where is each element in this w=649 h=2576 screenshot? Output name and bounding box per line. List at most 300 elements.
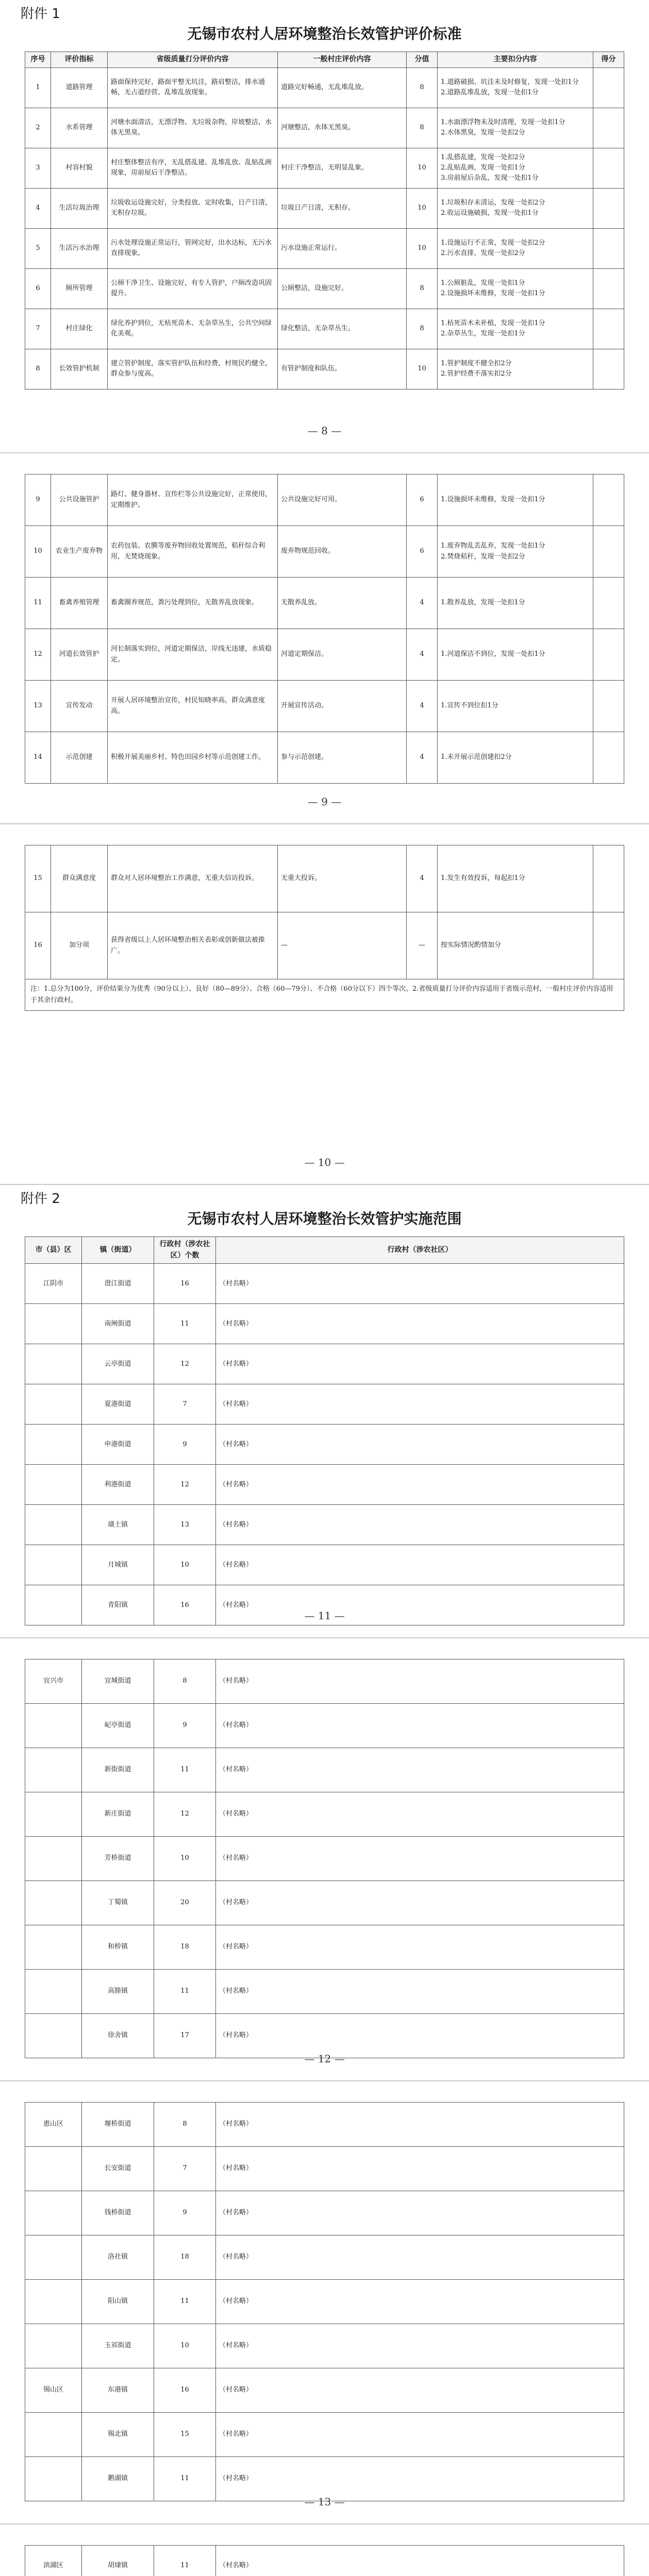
town-name: 锡北镇 (82, 2413, 154, 2457)
deduction-rules: 1.宣传不到位扣1分 (438, 681, 593, 732)
points-earned (593, 732, 624, 784)
village-list: （村名略） (216, 2324, 624, 2368)
indicator-name: 畜禽养殖管理 (51, 578, 108, 629)
village-count: 20 (154, 1881, 216, 1925)
general-criteria: 参与示范创建。 (278, 732, 407, 784)
table-row (25, 1384, 624, 1425)
town-name: 云亭街道 (82, 1344, 154, 1384)
village-count: 10 (154, 1545, 216, 1585)
table-row (25, 1704, 624, 1748)
general-criteria: 无散养乱放。 (278, 578, 407, 629)
village-list: （村名略） (216, 2280, 624, 2324)
village-count: 15 (154, 2413, 216, 2457)
town-name: 堰桥街道 (82, 2103, 154, 2147)
district-name (25, 1970, 82, 2014)
district-name (25, 1344, 82, 1384)
indicator-name: 长效管护机制 (51, 349, 108, 389)
deduction-rules: 1.道路破损、坑洼未及时修复，发现一处扣1分 2.道路乱堆乱放，发现一处扣1分 (438, 67, 593, 108)
village-list: （村名略） (216, 2546, 624, 2576)
table-row (25, 1659, 624, 1704)
table-row (25, 2324, 624, 2368)
indicator-name: 道路管理 (51, 67, 108, 108)
provincial-criteria: 路面保持完好，路面平整无坑洼，路肩整洁，排水通畅，无占道经营、乱堆乱放现象。 (108, 67, 278, 108)
general-criteria: 公厕整洁，设施完好。 (278, 268, 407, 309)
page-number: — 11 — (304, 1609, 345, 1622)
village-list: （村名略） (216, 1881, 624, 1925)
row-number: 6 (25, 268, 51, 309)
district-name (25, 1881, 82, 1925)
header-cell: 省级质量打分评价内容 (108, 52, 278, 68)
document-page-5 (0, 1638, 649, 2081)
table-row (25, 1970, 624, 2014)
row-number: 10 (25, 526, 51, 578)
points-earned (593, 148, 624, 188)
page-title: 无锡市农村人居环境整治长效管护实施范围 (187, 1210, 462, 1227)
score-value: 4 (407, 681, 438, 732)
table-row (25, 526, 624, 578)
row-number: 11 (25, 578, 51, 629)
deduction-rules: 1.河道保洁不到位，发现一处扣1分 (438, 629, 593, 681)
table-row (25, 845, 624, 912)
table-row (25, 2147, 624, 2191)
table-row (25, 1925, 624, 1970)
row-number: 5 (25, 228, 51, 268)
village-list: （村名略） (216, 1304, 624, 1344)
district-name (25, 2457, 82, 2501)
score-value: 10 (407, 188, 438, 228)
deduction-rules: 1.枯死苗木未补植，发现一处扣1分 2.杂草丛生，发现一处扣1分 (438, 309, 593, 349)
village-count: 12 (154, 1465, 216, 1505)
document-page-2 (0, 453, 649, 824)
village-list: （村名略） (216, 1425, 624, 1465)
attachment-label: 附件 1 (21, 6, 60, 22)
score-value: 8 (407, 268, 438, 309)
town-name: 新庄街道 (82, 1792, 154, 1837)
village-count: 16 (154, 1264, 216, 1304)
general-criteria: 垃圾日产日清，无积存。 (278, 188, 407, 228)
table-row (25, 1465, 624, 1505)
district-name (25, 1505, 82, 1545)
village-count: 12 (154, 1344, 216, 1384)
village-list: （村名略） (216, 1585, 624, 1625)
deduction-rules: 1.未开展示范创建扣2分 (438, 732, 593, 784)
provincial-criteria: 河塘水面清洁，无漂浮物、无垃圾杂物，岸坡整洁，水体无黑臭。 (108, 108, 278, 148)
provincial-criteria: 污水处理设施正常运行，管网完好，出水达标，无污水直排现象。 (108, 228, 278, 268)
provincial-criteria: 村庄整体整洁有序，无乱搭乱建、乱堆乱放、乱贴乱画现象，房前屋后干净整洁。 (108, 148, 278, 188)
table-body (25, 1264, 624, 1625)
header-cell: 镇（街道） (82, 1237, 154, 1264)
header-cell: 行政村（涉农社区） (216, 1237, 624, 1264)
town-name: 鹅湖镇 (82, 2457, 154, 2501)
indicator-name: 示范创建 (51, 732, 108, 784)
table-row (25, 188, 624, 228)
indicator-name: 河道长效管护 (51, 629, 108, 681)
score-value: 6 (407, 526, 438, 578)
header-cell: 行政村（涉农社区）个数 (154, 1237, 216, 1264)
table-header-row (25, 52, 624, 68)
village-count: 9 (154, 1704, 216, 1748)
village-list: （村名略） (216, 2235, 624, 2280)
provincial-criteria: 垃圾收运设施完好，分类投放、定时收集，日产日清，无积存垃圾。 (108, 188, 278, 228)
score-value: 10 (407, 148, 438, 188)
points-earned (593, 228, 624, 268)
table-row (25, 474, 624, 526)
points-earned (593, 188, 624, 228)
village-count: 9 (154, 2191, 216, 2235)
district-name (25, 1748, 82, 1792)
town-name: 丁蜀镇 (82, 1881, 154, 1925)
table-row (25, 2368, 624, 2413)
district-name: 宜兴市 (25, 1659, 82, 1704)
scope-table-continued (25, 2545, 624, 2576)
table-row (25, 1881, 624, 1925)
table-row (25, 309, 624, 349)
village-list: （村名略） (216, 1545, 624, 1585)
indicator-name: 村庄绿化 (51, 309, 108, 349)
indicator-name: 村容村貌 (51, 148, 108, 188)
village-count: 17 (154, 2014, 216, 2058)
village-list: （村名略） (216, 2413, 624, 2457)
village-list: （村名略） (216, 2191, 624, 2235)
scope-table-continued (25, 2102, 624, 2501)
scope-table-continued (25, 1659, 624, 2058)
indicator-name: 公共设施管护 (51, 474, 108, 526)
town-name: 澄江街道 (82, 1264, 154, 1304)
general-criteria: 村庄干净整洁，无明显乱象。 (278, 148, 407, 188)
district-name (25, 2324, 82, 2368)
town-name: 利港街道 (82, 1465, 154, 1505)
town-name: 钱桥街道 (82, 2191, 154, 2235)
table-row (25, 1344, 624, 1384)
village-count: 7 (154, 2147, 216, 2191)
table-row (25, 681, 624, 732)
village-count: 11 (154, 1970, 216, 2014)
provincial-criteria: 积极开展美丽乡村、特色田园乡村等示范创建工作。 (108, 732, 278, 784)
indicator-name: 群众满意度 (51, 845, 108, 912)
general-criteria: 污水设施正常运行。 (278, 228, 407, 268)
village-count: 8 (154, 2103, 216, 2147)
town-name: 南闸街道 (82, 1304, 154, 1344)
indicator-name: 宣传发动 (51, 681, 108, 732)
town-name: 和桥镇 (82, 1925, 154, 1970)
score-value: 8 (407, 108, 438, 148)
points-earned (593, 912, 624, 979)
district-name (25, 1425, 82, 1465)
row-number: 16 (25, 912, 51, 979)
town-name: 夏港街道 (82, 1384, 154, 1425)
district-name (25, 1545, 82, 1585)
score-value: 4 (407, 578, 438, 629)
village-count: 12 (154, 1792, 216, 1837)
evaluation-table (25, 52, 624, 389)
district-name (25, 1304, 82, 1344)
village-list: （村名略） (216, 2014, 624, 2058)
points-earned (593, 268, 624, 309)
points-earned (593, 629, 624, 681)
general-criteria: 无重大投诉。 (278, 845, 407, 912)
page-number: — 12 — (304, 2053, 345, 2065)
document-page-4 (0, 1185, 649, 1638)
table-row (25, 2191, 624, 2235)
general-criteria: 有管护制度和队伍。 (278, 349, 407, 389)
points-earned (593, 67, 624, 108)
village-list: （村名略） (216, 2103, 624, 2147)
district-name: 江阴市 (25, 1264, 82, 1304)
table-row (25, 2014, 624, 2058)
header-cell: 分值 (407, 52, 438, 68)
village-count: 16 (154, 2368, 216, 2413)
district-name: 滨湖区 (25, 2546, 82, 2576)
indicator-name: 生活垃圾治理 (51, 188, 108, 228)
points-earned (593, 845, 624, 912)
table-row (25, 732, 624, 784)
district-name (25, 1925, 82, 1970)
village-count: 18 (154, 1925, 216, 1970)
town-name: 芳桥街道 (82, 1837, 154, 1881)
header-cell: 得分 (593, 52, 624, 68)
table-row (25, 1425, 624, 1465)
table-row (25, 2235, 624, 2280)
town-name: 徐舍镇 (82, 2014, 154, 2058)
town-name: 新街街道 (82, 1748, 154, 1792)
provincial-criteria: 河长制落实到位，河道定期保洁，岸线无违建，水质稳定。 (108, 629, 278, 681)
town-name: 东港镇 (82, 2368, 154, 2413)
table-note-row (25, 979, 624, 1011)
town-name: 宜城街道 (82, 1659, 154, 1704)
district-name: 锡山区 (25, 2368, 82, 2413)
general-criteria: 河道定期保洁。 (278, 629, 407, 681)
table-row (25, 1837, 624, 1881)
town-name: 月城镇 (82, 1545, 154, 1585)
table-header-row (25, 1237, 624, 1264)
provincial-criteria: 获得省级以上人居环境整治相关表彰或创新做法被推广。 (108, 912, 278, 979)
document-page-3 (0, 824, 649, 1185)
header-cell: 评价指标 (51, 52, 108, 68)
table-body (25, 2103, 624, 2501)
row-number: 4 (25, 188, 51, 228)
town-name: 洛社镇 (82, 2235, 154, 2280)
page-number: — 9 — (307, 795, 342, 808)
town-name: 屺亭街道 (82, 1704, 154, 1748)
header-cell: 市（县）区 (25, 1237, 82, 1264)
attachment-label: 附件 2 (21, 1191, 60, 1207)
town-name: 玉祁街道 (82, 2324, 154, 2368)
page-number: — 13 — (304, 2496, 345, 2508)
village-list: （村名略） (216, 1384, 624, 1425)
village-list: （村名略） (216, 1837, 624, 1881)
village-count: 9 (154, 1425, 216, 1465)
district-name (25, 1384, 82, 1425)
deduction-rules: 1.乱搭乱建，发现一处扣2分 2.乱贴乱画，发现一处扣1分 3.房前屋后杂乱，发现一处扣1分 (438, 148, 593, 188)
village-count: 11 (154, 2457, 216, 2501)
general-criteria: 公共设施完好可用。 (278, 474, 407, 526)
points-earned (593, 309, 624, 349)
header-cell: 主要扣分内容 (438, 52, 593, 68)
table-row (25, 108, 624, 148)
score-value: 8 (407, 67, 438, 108)
indicator-name: 农业生产废弃物 (51, 526, 108, 578)
village-list: （村名略） (216, 1264, 624, 1304)
table-row (25, 268, 624, 309)
score-value: 10 (407, 349, 438, 389)
town-name: 阳山镇 (82, 2280, 154, 2324)
deduction-rules: 1.设施损坏未维修，发现一处扣1分 (438, 474, 593, 526)
district-name: 惠山区 (25, 2103, 82, 2147)
document-page-6 (0, 2081, 649, 2524)
village-count: 10 (154, 1837, 216, 1881)
table-row (25, 2280, 624, 2324)
table-row (25, 1304, 624, 1344)
district-name (25, 2191, 82, 2235)
score-value: 4 (407, 845, 438, 912)
points-earned (593, 349, 624, 389)
district-name (25, 1704, 82, 1748)
table-row (25, 349, 624, 389)
town-name: 胡埭镇 (82, 2546, 154, 2576)
row-number: 3 (25, 148, 51, 188)
points-earned (593, 681, 624, 732)
town-name: 申港街道 (82, 1425, 154, 1465)
village-count: 7 (154, 1384, 216, 1425)
deduction-rules: 1.管护制度不健全扣2分 2.管护经费不落实扣2分 (438, 349, 593, 389)
points-earned (593, 578, 624, 629)
village-list: （村名略） (216, 1704, 624, 1748)
points-earned (593, 474, 624, 526)
village-list: （村名略） (216, 1465, 624, 1505)
deduction-rules: 1.散养乱放，发现一处扣1分 (438, 578, 593, 629)
row-number: 15 (25, 845, 51, 912)
provincial-criteria: 群众对人居环境整治工作满意，无重大信访投诉。 (108, 845, 278, 912)
table-row (25, 2546, 624, 2576)
deduction-rules: 1.设施运行不正常，发现一处扣2分 2.污水直排，发现一处扣2分 (438, 228, 593, 268)
score-value: 6 (407, 474, 438, 526)
village-count: 8 (154, 1659, 216, 1704)
row-number: 12 (25, 629, 51, 681)
village-list: （村名略） (216, 1748, 624, 1792)
general-criteria: 开展宣传活动。 (278, 681, 407, 732)
row-number: 9 (25, 474, 51, 526)
scope-table (25, 1236, 624, 1625)
header-cell: 序号 (25, 52, 51, 68)
table-row (25, 629, 624, 681)
district-name (25, 2014, 82, 2058)
deduction-rules: 1.发生有效投诉，每起扣1分 (438, 845, 593, 912)
document-page-1 (0, 0, 649, 453)
district-name (25, 2280, 82, 2324)
score-value: 8 (407, 309, 438, 349)
village-list: （村名略） (216, 2147, 624, 2191)
score-value: — (407, 912, 438, 979)
town-name: 璜土镇 (82, 1505, 154, 1545)
village-count: 11 (154, 1304, 216, 1344)
provincial-criteria: 绿化养护到位，无枯死苗木、无杂草丛生，公共空间绿化美观。 (108, 309, 278, 349)
row-number: 1 (25, 67, 51, 108)
row-number: 8 (25, 349, 51, 389)
table-body (25, 2546, 624, 2576)
table-body (25, 845, 624, 979)
deduction-rules: 1.垃圾积存未清运，发现一处扣2分 2.收运设施破损，发现一处扣1分 (438, 188, 593, 228)
indicator-name: 水系管理 (51, 108, 108, 148)
district-name (25, 2147, 82, 2191)
village-count: 10 (154, 2324, 216, 2368)
village-count: 11 (154, 1748, 216, 1792)
table-row (25, 148, 624, 188)
village-list: （村名略） (216, 1970, 624, 2014)
table-body (25, 67, 624, 389)
table-row (25, 1505, 624, 1545)
provincial-criteria: 公厕干净卫生、设施完好，有专人管护，户厕改造巩固提升。 (108, 268, 278, 309)
table-body (25, 474, 624, 784)
page-number: — 8 — (307, 425, 342, 437)
village-list: （村名略） (216, 1925, 624, 1970)
table-row (25, 1264, 624, 1304)
table-row (25, 2457, 624, 2501)
table-row (25, 912, 624, 979)
table-row (25, 1748, 624, 1792)
district-name (25, 2235, 82, 2280)
provincial-criteria: 农药包装、农膜等废弃物回收处置规范，秸秆综合利用，无焚烧现象。 (108, 526, 278, 578)
table-row (25, 67, 624, 108)
table-row (25, 1792, 624, 1837)
deduction-rules: 按实际情况酌情加分 (438, 912, 593, 979)
table-row (25, 1545, 624, 1585)
provincial-criteria: 开展人居环境整治宣传，村民知晓率高，群众满意度高。 (108, 681, 278, 732)
provincial-criteria: 畜禽圈养规范，粪污处理到位，无散养乱放现象。 (108, 578, 278, 629)
village-list: （村名略） (216, 2368, 624, 2413)
district-name (25, 2413, 82, 2457)
document-page-7 (0, 2524, 649, 2576)
general-criteria: 废弃物规范回收。 (278, 526, 407, 578)
district-name (25, 1465, 82, 1505)
header-cell: 一般村庄评价内容 (278, 52, 407, 68)
table-row (25, 228, 624, 268)
provincial-criteria: 建立管护制度，落实管护队伍和经费，村规民约健全，群众参与度高。 (108, 349, 278, 389)
score-value: 4 (407, 629, 438, 681)
village-count: 13 (154, 1505, 216, 1545)
points-earned (593, 108, 624, 148)
general-criteria: 河塘整洁，水体无黑臭。 (278, 108, 407, 148)
deduction-rules: 1.水面漂浮物未及时清理，发现一处扣1分 2.水体黑臭，发现一处扣2分 (438, 108, 593, 148)
district-name (25, 1837, 82, 1881)
page-title: 无锡市农村人居环境整治长效管护评价标准 (187, 25, 462, 42)
row-number: 2 (25, 108, 51, 148)
page-number: — 10 — (304, 1156, 345, 1168)
indicator-name: 厕所管理 (51, 268, 108, 309)
indicator-name: 生活污水治理 (51, 228, 108, 268)
row-number: 7 (25, 309, 51, 349)
general-criteria: — (278, 912, 407, 979)
provincial-criteria: 路灯、健身器材、宣传栏等公共设施完好，正常使用，定期维护。 (108, 474, 278, 526)
indicator-name: 加分项 (51, 912, 108, 979)
table-row (25, 2413, 624, 2457)
village-list: （村名略） (216, 1344, 624, 1384)
table-note: 注：1.总分为100分，评价结果分为优秀（90分以上）、良好（80—89分）、合格（60—79分）、不合格（60分以下）四个等次。2.省级质量打分评价内容适用于省级示范村，一般村庄评价内容适用于其余行政村。 (25, 979, 624, 1011)
deduction-rules: 1.公厕脏乱，发现一处扣1分 2.设施损坏未维修，发现一处扣1分 (438, 268, 593, 309)
village-list: （村名略） (216, 1659, 624, 1704)
table-row (25, 2103, 624, 2147)
village-count: 11 (154, 2280, 216, 2324)
row-number: 13 (25, 681, 51, 732)
village-count: 18 (154, 2235, 216, 2280)
evaluation-table-continued (25, 845, 624, 1011)
village-list: （村名略） (216, 2457, 624, 2501)
points-earned (593, 526, 624, 578)
village-count: 11 (154, 2546, 216, 2576)
row-number: 14 (25, 732, 51, 784)
town-name: 高塍镇 (82, 1970, 154, 2014)
general-criteria: 绿化整洁，无杂草丛生。 (278, 309, 407, 349)
village-list: （村名略） (216, 1505, 624, 1545)
